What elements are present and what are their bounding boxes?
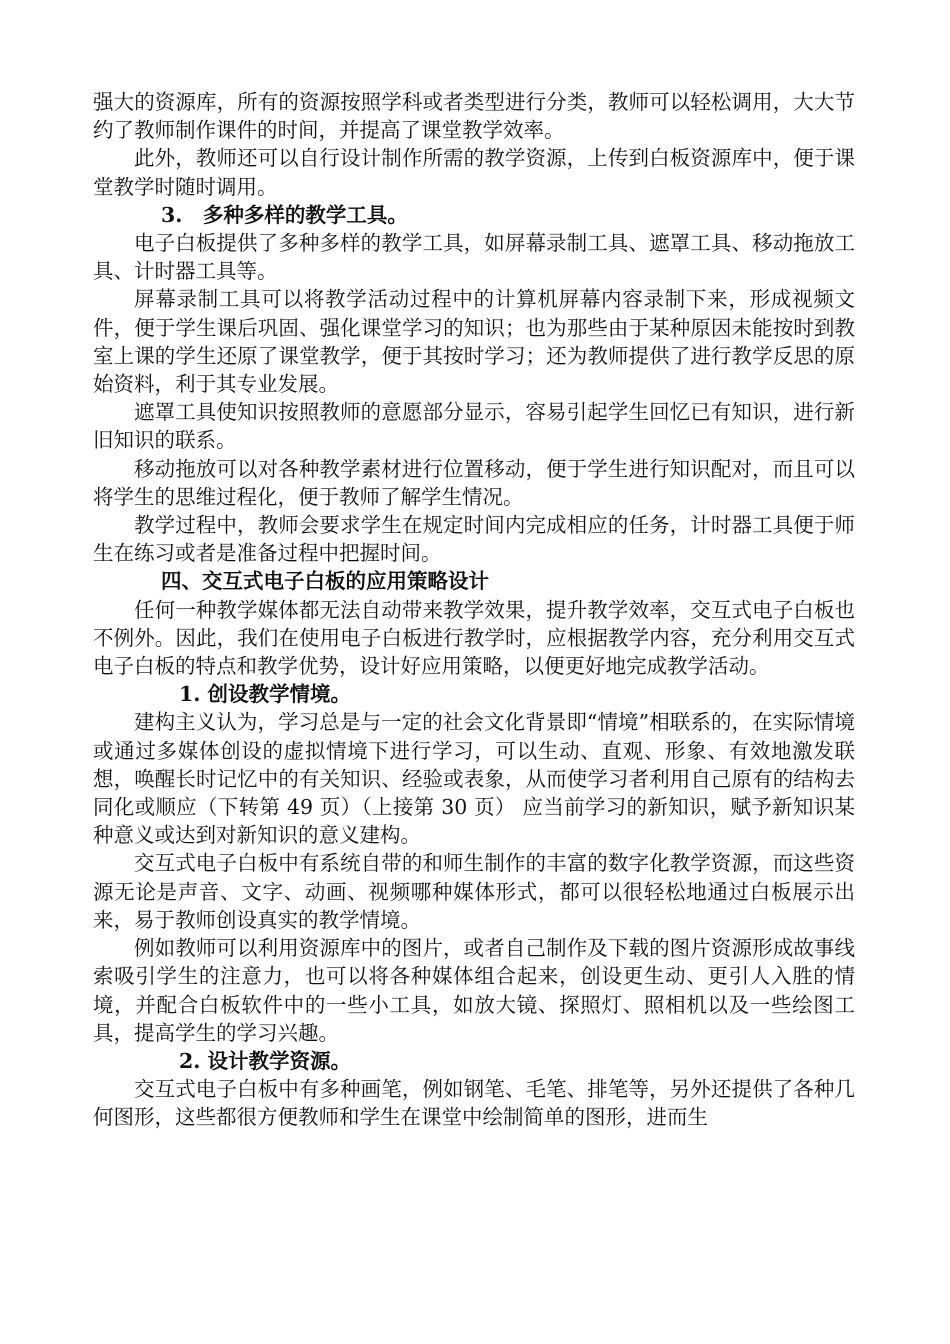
- paragraph: 交互式电子白板中有系统自带的和师生制作的丰富的数字化教学资源，而这些资源无论是声音、文字、动画、视频哪种媒体形式，都可以很轻松地通过白板展示出来，易于教师创设真实的教学情境。: [93, 851, 855, 932]
- paragraph: 教学过程中，教师会要求学生在规定时间内完成相应的任务，计时器工具便于师生在练习或者是准备过程中把握时间。: [93, 513, 855, 566]
- subsection-heading: 2. 设计教学资源。: [179, 1048, 352, 1073]
- paragraph: 此外，教师还可以自行设计制作所需的教学资源，上传到白板资源库中，便于课堂教学时随时调用。: [93, 146, 855, 199]
- paragraph: 强大的资源库，所有的资源按照学科或者类型进行分类，教师可以轻松调用，大大节约了教师制作课件的时间，并提高了课堂教学效率。: [93, 90, 855, 143]
- subsection-heading: 1. 创设教学情境。: [179, 682, 352, 707]
- chapter-heading: 四、交互式电子白板的应用策略设计: [161, 569, 489, 594]
- paragraph: 建构主义认为，学习总是与一定的社会文化背景即“情境”相联系的，在实际情境或通过多媒体创设的虚拟情境下进行学习，可以生动、直观、形象、有效地激发联想，唤醒长时记忆中的有关知识、经验或表象，从而使学习者利用自己原有的结构去同化或顺应（下转第 49 页）（上接第 30 页） 应当前学习的新知识，赋予新知识某种意义或达到对新知识的意义建构。: [93, 710, 855, 848]
- paragraph: 任何一种教学媒体都无法自动带来教学效果，提升教学效率，交互式电子白板也不例外。因此，我们在使用电子白板进行教学时，应根据教学内容，充分利用交互式电子白板的特点和教学优势，设计好应用策略，以便更好地完成教学活动。: [93, 597, 855, 679]
- paragraph: 屏幕录制工具可以将教学活动过程中的计算机屏幕内容录制下来，形成视频文件，便于学生课后巩固、强化课堂学习的知识；也为那些由于某种原因未能按时到教室上课的学生还原了课堂教学，便于其按时学习；还为教师提供了进行教学反思的原始资料，利于其专业发展。: [93, 287, 855, 397]
- section-heading: 3. 多种多样的教学工具。: [161, 202, 408, 227]
- paragraph: 例如教师可以利用资源库中的图片，或者自己制作及下载的图片资源形成故事线索吸引学生的注意力，也可以将各种媒体组合起来，创设更生动、更引人入胜的情境，并配合白板软件中的一些小工具，如放大镜、探照灯、照相机以及一些绘图工具，提高学生的学习兴趣。: [93, 936, 855, 1045]
- document-body: [93, 88, 855, 1132]
- paragraph: 交互式电子白板中有多种画笔，例如钢笔、毛笔、排笔等，另外还提供了各种几何图形，这些都很方便教师和学生在课堂中绘制简单的图形，进而生: [93, 1077, 855, 1130]
- paragraph: 移动拖放可以对各种教学素材进行位置移动，便于学生进行知识配对，而且可以将学生的思维过程化，便于教师了解学生情况。: [93, 456, 855, 509]
- paragraph: 遮罩工具使知识按照教师的意愿部分显示，容易引起学生回忆已有知识，进行新旧知识的联系。: [93, 400, 855, 453]
- paragraph: 电子白板提供了多种多样的教学工具，如屏幕录制工具、遮罩工具、移动拖放工具、计时器工具等。: [93, 231, 855, 284]
